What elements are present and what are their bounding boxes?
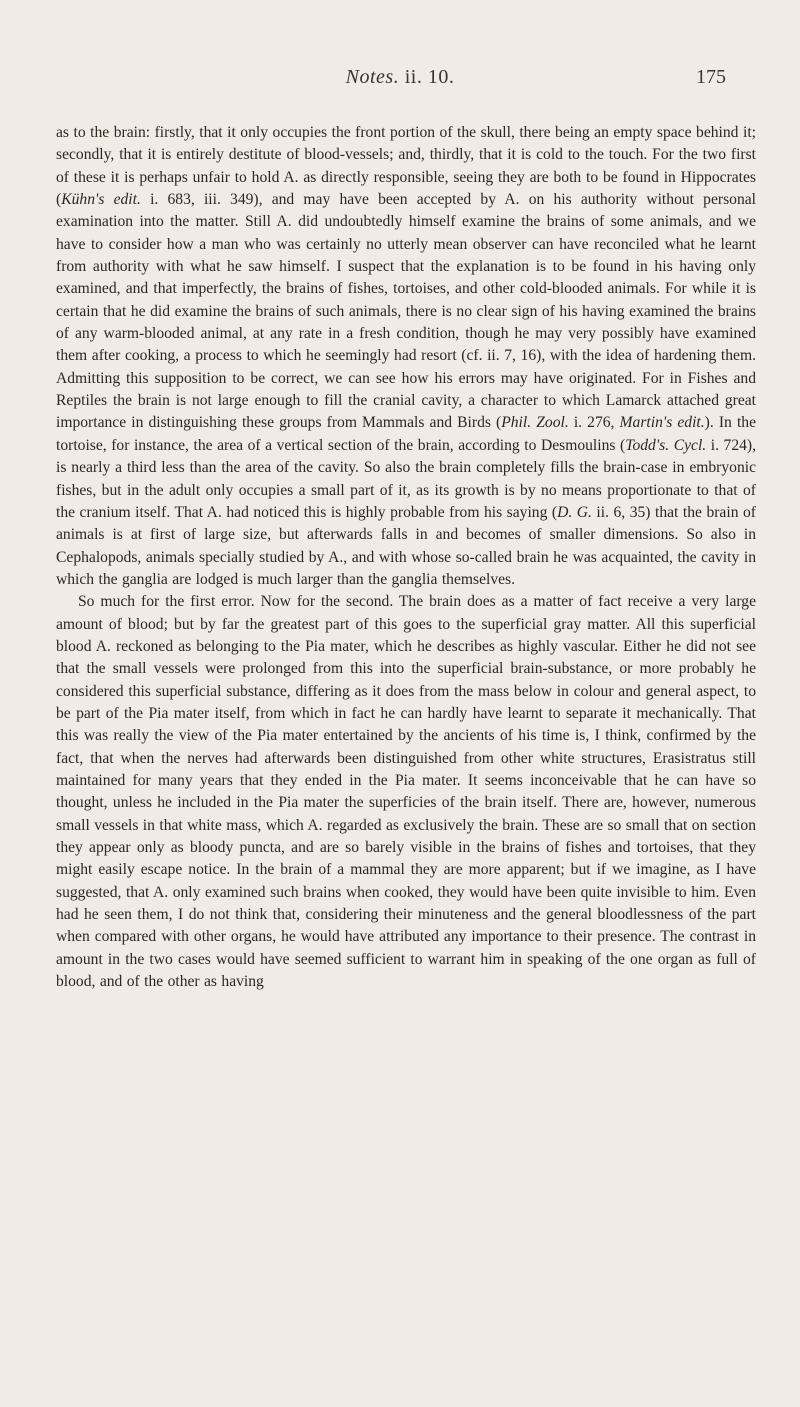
- text-run: i. 276,: [568, 414, 620, 432]
- citation-reference: Kühn's edit.: [61, 191, 141, 209]
- text-run: So much for the first error. Now for the second. The brain does as a matter of fact receive a very large amount of blood; but by far the greatest part of this goes to the superficial gray matter. All this superficial blood A. reckoned as belonging to the Pia mater, which he describes as highly vascular. Either he did not see that the small vessels were prolonged from this into the superficial brain-substance, or more probably he considered this superficial substance, differing as it does from the mass below in colour and general aspect, to be part of the Pia mater itself, from which in fact he can hardly have learnt to separate it mechanically. That this was really the view of the Pia mater entertained by the ancients of his time is, I think, confirmed by the fact, that when the nerves had afterwards been distinguished from other white structures, Erasistratus still maintained for many years that they ended in the Pia mater. It seems inconceivable that he can have so thought, unless he included in the Pia mater the superficies of the brain itself. There are, however, numerous small vessels in that white mass, which A. regarded as exclusively the brain. These are so small that on section they appear only as bloody puncta, and are so barely visible in the brains of fishes and tortoises, that they might easily escape notice. In the brain of a mammal they are more apparent; but if we imagine, as I have suggested, that A. only examined such brains when cooked, they would have been quite invisible to him. Even had he seen them, I do not think that, considering their minuteness and the general bloodlessness of the part when compared with other organs, he would have attributed any importance to their presence. The contrast in amount in the two cases would have seemed sufficient to warrant him in speaking of the one organ as full of blood, and of the other as having: [56, 593, 756, 991]
- text-run: ). In the tortoise, for instance, the area of a vertical section of the brain, according to Desmoulins (: [56, 414, 756, 454]
- paragraph-1: [56, 122, 756, 591]
- text-run: ii. 6, 35) that the brain of animals is at first of large size, but afterwards falls in and becomes of smaller dimensions. So also in Cephalopods, animals specially studied by A., and with whose so-called brain he was acquainted, the cavity in which the ganglia are lodged is much larger than the ganglia themselves.: [56, 503, 756, 588]
- running-title-word: Notes.: [345, 66, 400, 88]
- running-title: [56, 66, 744, 89]
- text-run: as to the brain: firstly, that it only occupies the front portion of the skull, there being an empty space behind it; secondly, that it is entirely destitute of blood-vessels; and, thirdly, that it is cold to the touch. For the two first of these it is perhaps unfair to hold A. as directly responsible, seeing they are both to be found in Hippocrates (: [56, 124, 756, 209]
- citation-reference: D. G.: [557, 503, 592, 521]
- citation-reference: Phil. Zool.: [501, 414, 569, 432]
- running-title-section: ii. 10.: [404, 66, 455, 88]
- citation-reference: Todd's. Cycl.: [625, 436, 707, 454]
- running-head: [56, 66, 744, 92]
- page-number: 175: [696, 66, 726, 88]
- paragraph-2: [56, 591, 756, 993]
- text-run: i. 683, iii. 349), and may have been accepted by A. on his authority without personal examination into the matter. Still A. did undoubtedly himself examine the brains of some animals, and we have to consider how a man who was certainly no utterly mean observer can have reconciled what he learnt from authority with what he saw himself. I suspect that the explanation is to be found in his having only examined, and that imperfectly, the brains of fishes, tortoises, and other cold-blooded animals. For while it is certain that he did examine the brains of such animals, there is no clear sign of his having examined the brains of any warm-blooded animal, at any rate in a fresh condition, though he may very possibly have examined them after cooking, a process to which he seemingly had resort (cf. ii. 7, 16), with the idea of hardening them. Admitting this supposition to be correct, we can see how his errors may have originated. For in Fishes and Reptiles the brain is not large enough to fill the cranial cavity, a character to which Lamarck attached great importance in distinguishing these groups from Mammals and Birds (: [56, 191, 757, 432]
- citation-reference: Martin's edit.: [619, 414, 705, 432]
- body-text: [56, 122, 756, 993]
- text-run: i. 724), is nearly a third less than the area of the cavity. So also the brain completely fills the brain-case in embryonic fishes, but in the adult only occupies a small part of it, as its growth is by no means proportionate to that of the cranium itself. That A. had noticed this is highly probable from his saying (: [56, 436, 756, 521]
